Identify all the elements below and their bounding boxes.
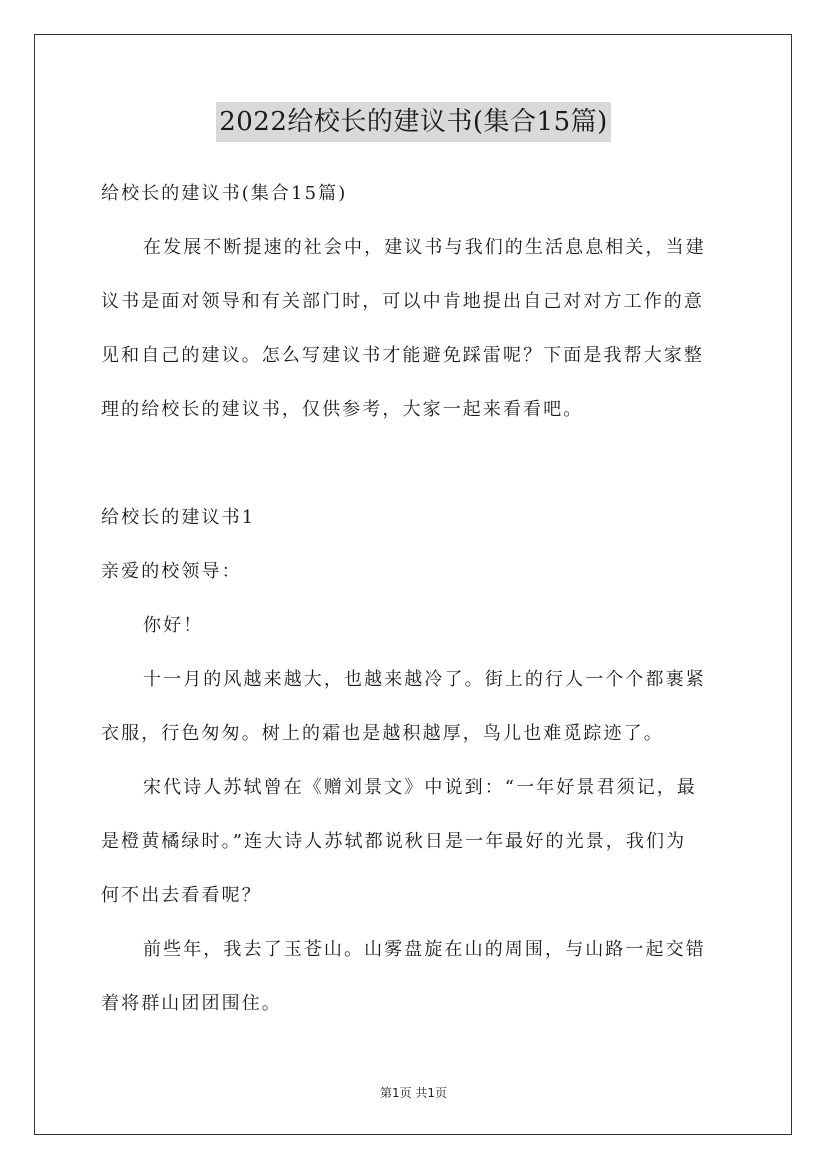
paragraph-line: 议书是面对领导和有关部门时，可以中肯地提出自己对对方工作的意 [101, 291, 704, 312]
document-title: 2022给校长的建议书(集合15篇) [216, 102, 611, 142]
paragraph-line: 着将群山团团围住。 [101, 993, 282, 1014]
paragraph-line: 在发展不断提速的社会中，建议书与我们的生活息息相关，当建 [143, 237, 706, 258]
paragraph-line: 前些年，我去了玉苍山。山雾盘旋在山的周围，与山路一起交错 [143, 939, 706, 960]
page-footer: 第1页 共1页 [379, 1086, 448, 1100]
paragraph-line: 何不出去看看呢？ [101, 885, 262, 906]
title-container [0, 102, 827, 142]
document-body [101, 167, 727, 221]
salutation: 亲爱的校领导： [101, 561, 242, 582]
paragraph-line: 衣服，行色匆匆。树上的霜也是越积越厚，鸟儿也难觅踪迹了。 [101, 723, 664, 744]
section-heading: 给校长的建议书1 [101, 507, 256, 528]
paragraph-line: 理的给校长的建议书，仅供参考，大家一起来看看吧。 [101, 399, 584, 420]
subtitle: 给校长的建议书(集合15篇) [101, 183, 348, 204]
paragraph-line: 十一月的风越来越大，也越来越冷了。街上的行人一个个都裹紧 [143, 669, 706, 690]
paragraph-line: 是橙黄橘绿时。”连大诗人苏轼都说秋日是一年最好的光景，我们为 [101, 831, 687, 852]
intro-paragraph [101, 221, 727, 437]
letter-section [101, 491, 727, 1031]
greeting: 你好！ [143, 615, 204, 636]
paragraph-line: 见和自己的建议。怎么写建议书才能避免踩雷呢？下面是我帮大家整 [101, 345, 704, 366]
paragraph-line: 宋代诗人苏轼曾在《赠刘景文》中说到：“一年好景君须记，最 [143, 777, 697, 798]
